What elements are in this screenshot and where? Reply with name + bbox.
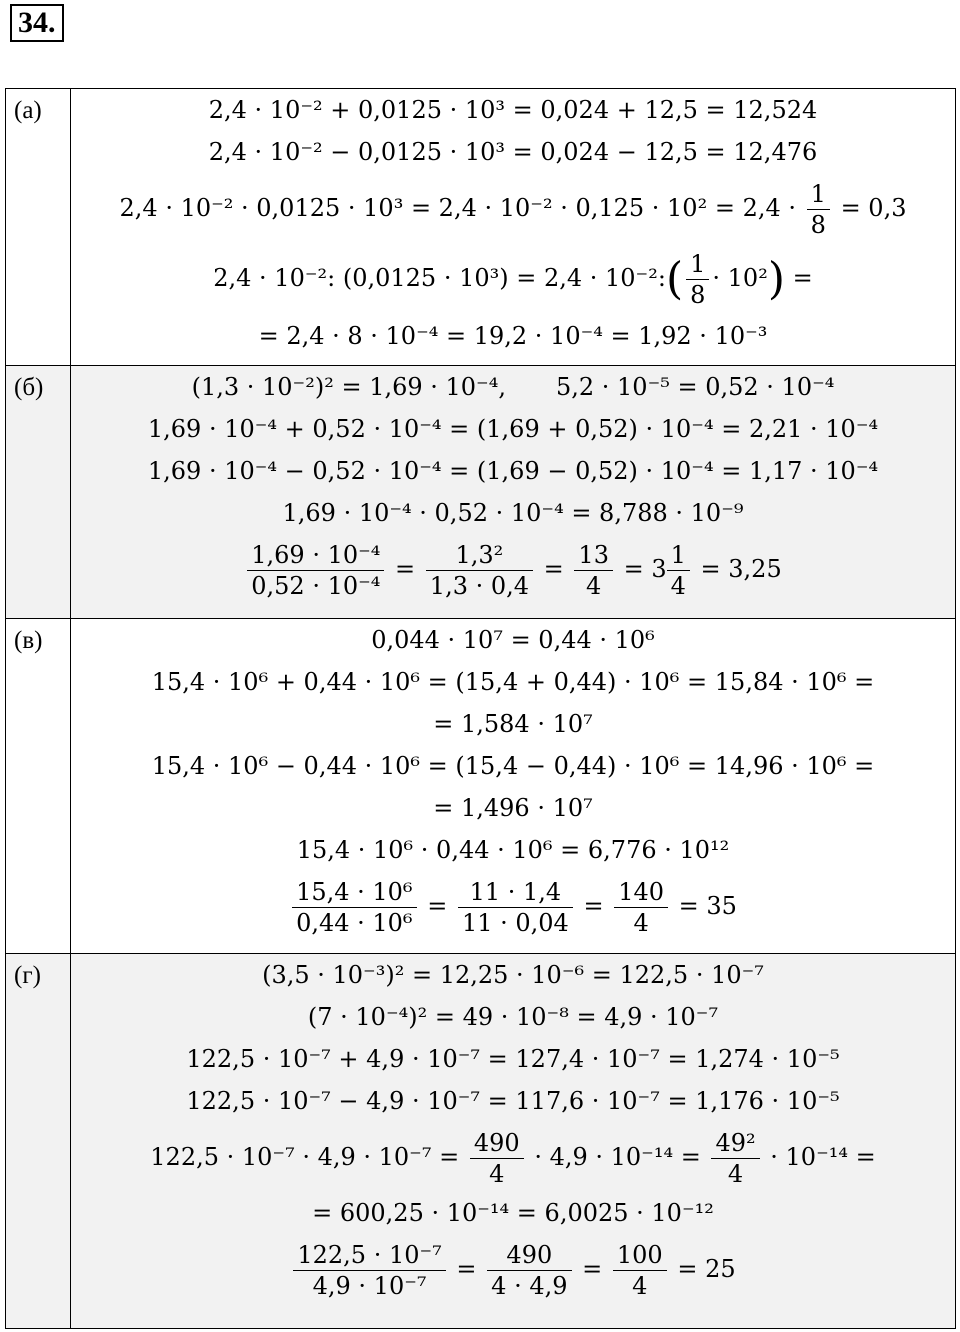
fraction: $\frac{100}{4}$ (613, 1240, 667, 1301)
row-b (6, 366, 956, 619)
equation: 1,69 · 10⁻⁴ · 0,52 · 10⁻⁴ = 8,788 · 10⁻⁹ (282, 499, 744, 527)
equation: $\frac{\text{1,69 · 10⁻⁴}}{\text{0,52 · 10⁻⁴}}$ = $\frac{\text{1,3²}}{1,3 \cdot 0,4}$ = $\frac{13}{4}$ = 3 $\frac{1}{4}$ = 3,25 (71, 534, 955, 604)
equation: (3,5 · 10⁻³)² = 12,25 · 10⁻⁶ = 122,5 · 10⁻⁷ (262, 961, 764, 989)
equation: 122,5 · 10⁻⁷ · 4,9 · 10⁻⁷ = $\frac{490}{4}$ · 4,9 · 10⁻¹⁴ = $\frac{\text{49²}}{4}$ · 10⁻¹⁴ = (150, 1129, 876, 1188)
equation: 2,4 · 10⁻² · 0,0125 · 10³ = 2,4 · 10⁻² · 0,125 · 10² = 2,4 · $\frac{1}{8}$ = 0,3 (119, 180, 907, 239)
fraction: $\frac{13}{4}$ (574, 540, 613, 601)
fraction: $\frac{\text{122,5 · 10⁻⁷}}{\text{4,9 · 10⁻⁷}}$ (293, 1240, 445, 1301)
fraction: $\frac{\text{15,4 · 10⁶}}{\text{0,44 · 10⁶}}$ (292, 877, 416, 938)
equation: $\frac{\text{122,5 · 10⁻⁷}}{\text{4,9 · 10⁻⁷}}$ = $\frac{490}{4 \cdot 4,9}$ = $\frac{100}{4}$ = 25 (71, 1234, 955, 1304)
fraction: $\frac{140}{4}$ (614, 877, 668, 938)
solution-table (5, 88, 956, 1329)
row-label: (в) (6, 619, 71, 954)
fraction: $\frac{1}{8}$ (686, 249, 709, 310)
problem-number: 34. (10, 4, 64, 42)
row-content (71, 619, 956, 954)
fraction: $\frac{490}{4 \cdot 4,9}$ (487, 1240, 571, 1301)
row-a (6, 89, 956, 366)
equation: = 1,584 · 10⁷ (433, 710, 593, 738)
row-label: (б) (6, 366, 71, 619)
equation: = 2,4 · 8 · 10⁻⁴ = 19,2 · 10⁻⁴ = 1,92 · 10⁻³ (258, 321, 768, 350)
fraction: $\frac{490}{4}$ (470, 1128, 524, 1189)
row-content (71, 954, 956, 1329)
equation: 15,4 · 10⁶ − 0,44 · 10⁶ = (15,4 − 0,44) · 10⁶ = 14,96 · 10⁶ = (151, 752, 875, 780)
row-label: (а) (6, 89, 71, 366)
equation: $\frac{\text{15,4 · 10⁶}}{\text{0,44 · 10⁶}}$ = $\frac{11 \cdot 1,4}{11 \cdot 0,04}$ = $\frac{140}{4}$ = 35 (71, 871, 955, 941)
equation: 0,044 · 10⁷ = 0,44 · 10⁶ (371, 626, 655, 654)
equation: 122,5 · 10⁻⁷ − 4,9 · 10⁻⁷ = 117,6 · 10⁻⁷ = 1,176 · 10⁻⁵ (186, 1087, 840, 1115)
equation: = 600,25 · 10⁻¹⁴ = 6,0025 · 10⁻¹² (312, 1199, 714, 1227)
row-g (6, 954, 956, 1329)
fraction: $\frac{1}{8}$ (807, 179, 830, 240)
equation: 1,69 · 10⁻⁴ − 0,52 · 10⁻⁴ = (1,69 − 0,52) · 10⁻⁴ = 1,17 · 10⁻⁴ (147, 457, 879, 485)
row-content (71, 89, 956, 366)
equation: 2,4 · 10⁻² − 0,0125 · 10³ = 0,024 − 12,5 = 12,476 (208, 138, 818, 166)
equation: (1,3 · 10⁻²)² = 1,69 · 10⁻⁴, 5,2 · 10⁻⁵ = 0,52 · 10⁻⁴ (191, 373, 835, 401)
equation: 2,4 · 10⁻²: (0,0125 · 10³) = 2,4 · 10⁻²:( $\frac{1}{8}$ · 10²) = (213, 250, 813, 309)
fraction: $\frac{11 \cdot 1,4}{11 \cdot 0,04}$ (458, 877, 573, 938)
fraction: $\frac{\text{1,3²}}{1,3 \cdot 0,4}$ (426, 540, 533, 601)
equation: 15,4 · 10⁶ + 0,44 · 10⁶ = (15,4 + 0,44) · 10⁶ = 15,84 · 10⁶ = (151, 668, 875, 696)
fraction: $\frac{\text{1,69 · 10⁻⁴}}{\text{0,52 · 10⁻⁴}}$ (247, 540, 384, 601)
row-label: (г) (6, 954, 71, 1329)
fraction: $\frac{1}{4}$ (667, 540, 690, 601)
row-content (71, 366, 956, 619)
equation: 122,5 · 10⁻⁷ + 4,9 · 10⁻⁷ = 127,4 · 10⁻⁷ = 1,274 · 10⁻⁵ (186, 1045, 840, 1073)
row-v (6, 619, 956, 954)
equation: 15,4 · 10⁶ · 0,44 · 10⁶ = 6,776 · 10¹² (296, 836, 730, 864)
equation: = 1,496 · 10⁷ (433, 794, 593, 822)
equation: (7 · 10⁻⁴)² = 49 · 10⁻⁸ = 4,9 · 10⁻⁷ (307, 1003, 719, 1031)
equation: 1,69 · 10⁻⁴ + 0,52 · 10⁻⁴ = (1,69 + 0,52) · 10⁻⁴ = 2,21 · 10⁻⁴ (147, 415, 879, 443)
equation: 2,4 · 10⁻² + 0,0125 · 10³ = 0,024 + 12,5 = 12,524 (208, 96, 818, 124)
fraction: $\frac{\text{49²}}{4}$ (711, 1128, 759, 1189)
